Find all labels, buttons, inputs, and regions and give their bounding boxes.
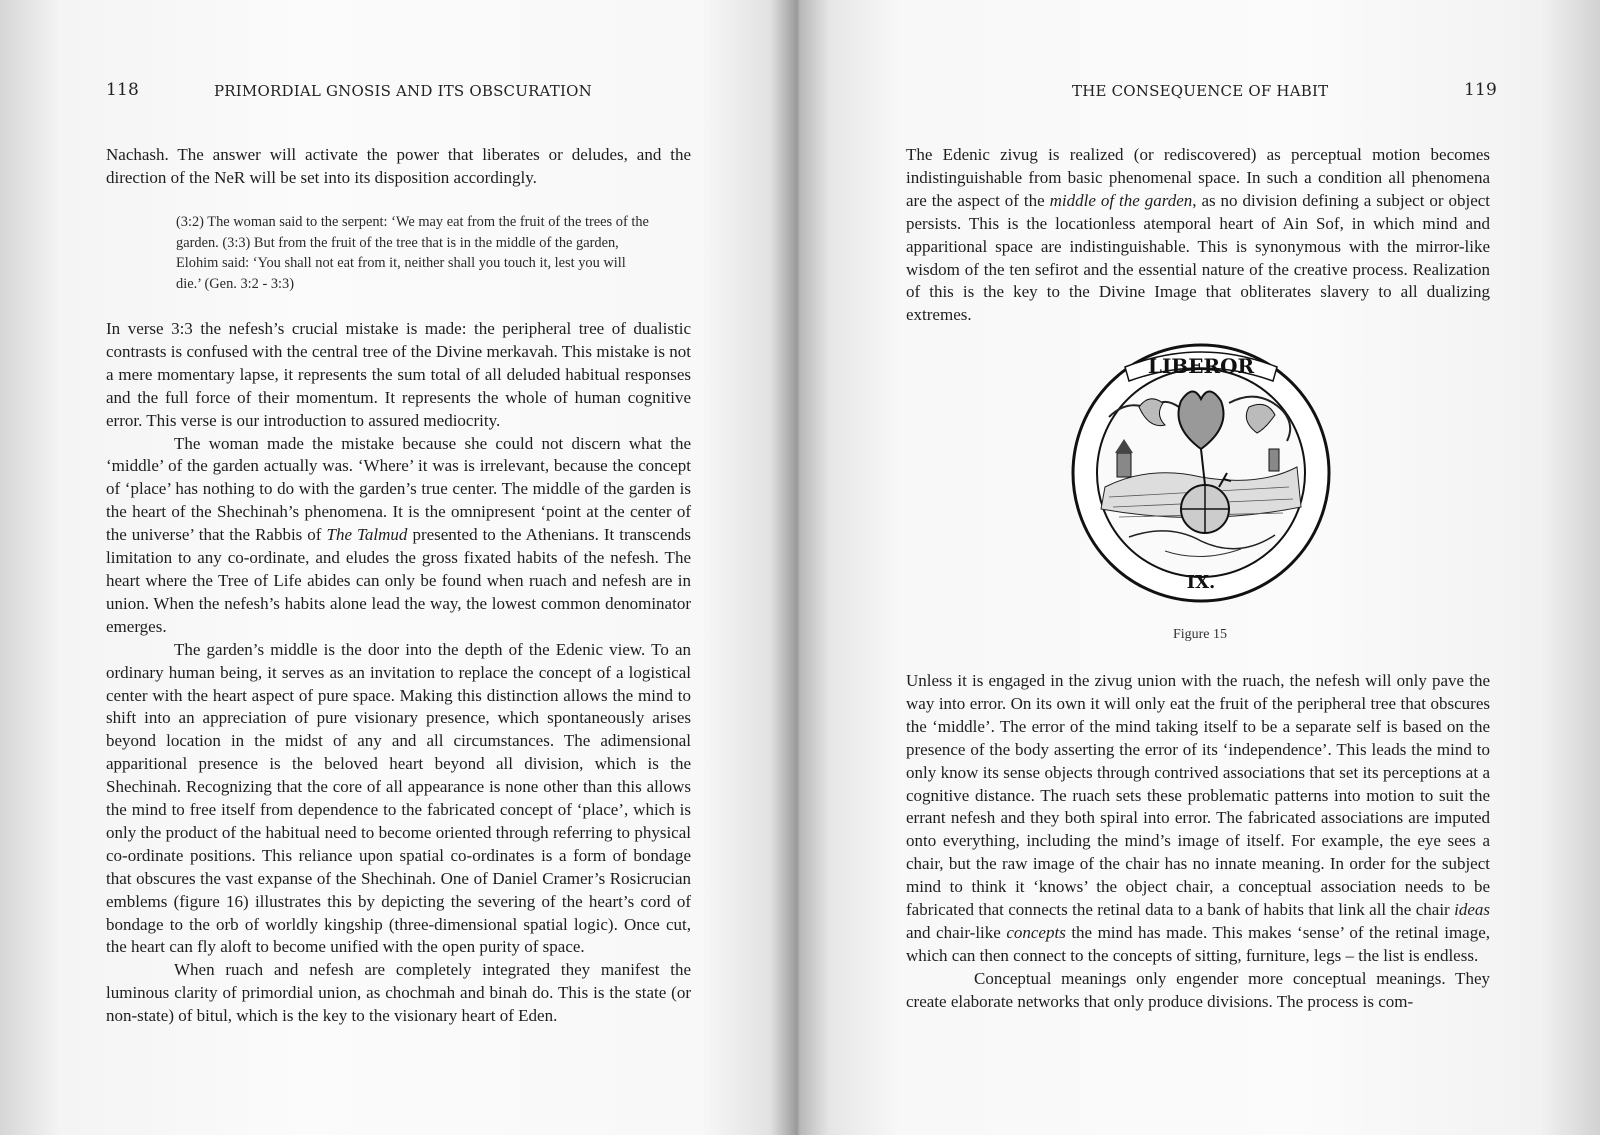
paragraph: Nachash. The answer will activate the power that liberates or deludes, and the direction of the NeR will be set into its disposition accordingly. — [106, 145, 691, 187]
paragraph: When ruach and nefesh are completely integrated they manifest the luminous clarity of primordial union, as chochmah and binah do. This is the state (or non-state) of bitul, which is the key to the visionary heart of Eden. — [106, 960, 691, 1026]
paragraph: The Edenic zivug is realized (or rediscovered) as perceptual motion becomes indistinguishable from basic phenomenal space. In such a condition all phenomena are the aspect of the middle of the garden, as no division defining a subject or object persists. This is the locationless atemporal heart of Ain Sof, in which mind and apparitional space are indistinguishable. This is synonymous with the mirror-like wisdom of the ten sefirot and the essential nature of the creative process. Realization of this is the key to the Divine Image that obliterates slavery to all dualizing extremes. — [906, 145, 1491, 325]
italic-title: The Talmud — [326, 525, 408, 545]
left-page-number: 118 — [106, 80, 140, 100]
paragraph: In verse 3:3 the nefesh’s crucial mistake is made: the peripheral tree of dualistic contrasts is confused with the central tree of the Divine merkavah. This mistake is not a mere momentary lapse, it represents the sum total of all deluded habitual responses and the full force of their momentum. It represents the whole of human cognitive error. This verse is our introduction to assured mediocrity. — [106, 319, 691, 430]
block-quote: (3:2) The woman said to the serpent: ‘We may eat from the fruit of the trees of the garden. (3:3) But from the fruit of the tree that is in the middle of the garden, Elohim said: ‘You shall not eat from it, neither shall you touch it, lest you will die.’ (Gen. 3:2 - 3:3) — [176, 214, 649, 292]
emblem-numeral: IX. — [1186, 572, 1216, 593]
left-running-head: PRIMORDIAL GNOSIS AND ITS OBSCURATION — [214, 82, 592, 100]
right-top-text — [906, 144, 1490, 327]
paragraph: The woman made the mistake because she could not discern what the ‘middle’ of the garden actually was. ‘Where’ it was is irrelevant, because the concept of ‘place’ has nothing to do with the garden’s true center. The middle of the garden is the heart of the Shechinah’s phenomena. It is the omnipresent ‘point at the center of the universe’ that the Rabbis of The Talmud presented to the Athenians. It transcends limitation to any co-ordinate, and eludes the gross fixated habits of the nefesh. The heart where the Tree of Life abides can only be found when ruach and nefesh are in union. When the nefesh’s habits alone lead the way, the lowest common denominator emerges. — [106, 433, 692, 636]
emblem-figure — [1069, 337, 1333, 609]
left-main-text — [106, 318, 691, 1028]
right-running-head: THE CONSEQUENCE OF HABIT — [1072, 82, 1329, 100]
right-page-number: 119 — [1464, 80, 1498, 100]
right-main-text — [906, 670, 1490, 1014]
paragraph: Conceptual meanings only engender more conceptual meanings. They create elaborate networks that only produce divisions. The process is com- — [906, 968, 1490, 1011]
figure-caption: Figure 15 — [1172, 627, 1228, 642]
left-top-paragraph — [106, 144, 691, 190]
emblem-motto: LIBEROR — [1147, 354, 1255, 378]
left-page — [0, 0, 797, 1135]
paragraph: Unless it is engaged in the zivug union with the ruach, the nefesh will only pave the way into error. On its own it will only eat the fruit of the peripheral tree that obscures the ‘middle’. The error of the mind taking itself to be a separate self is based on the presence of the body asserting the error of its ‘independence’. This leads the mind to only know its sense objects through contrived associations that set its perceptions at a cognitive distance. The ruach sets these problematic patterns into motion to suit the errant nefesh and they both spiral into error. The fabricated associations are imputed onto everything, including the mind’s image of itself. For example, the eye sees a chair, but the raw image of the chair has no innate meaning. In order for the subject mind to think it ‘knows’ the object chair, a conceptual association needs to be fabricated that connects the retinal data to a bank of habits that link all the chair ideas and chair-like concepts the mind has made. This makes ‘sense’ of the retinal image, which can then connect to the concepts of sitting, furniture, legs – the list is endless. — [906, 671, 1491, 965]
paragraph: The garden’s middle is the door into the depth of the Edenic view. To an ordinary human being, it serves as an invitation to replace the concept of a logistical center with the heart aspect of pure space. Making this distinction allows the mind to shift into an appreciation of pure visionary presence, which spontaneously arises beyond location in the midst of any and all circumstances. The adimensional apparitional presence is the beloved heart beyond all division, which is the Shechinah. Recognizing that the core of all appearance is none other than this allows the mind to free itself from dependence to the fabricated concept of ‘place’, which is only the product of the habitual need to become oriented through referring to physical co-ordinate positions. This reliance upon spatial co-ordinates is a form of bondage that obscures the vast expanse of the Shechinah. One of Daniel Cramer’s Rosicrucian emblems (figure 16) illustrates this by depicting the severing of the heart’s cord of bondage to the orb of worldly kingship (three-dimensional spatial logic). Once cut, the heart can fly aloft to become unified with the open purity of space. — [106, 639, 691, 957]
italic-phrase: middle of the garden — [1049, 190, 1193, 210]
